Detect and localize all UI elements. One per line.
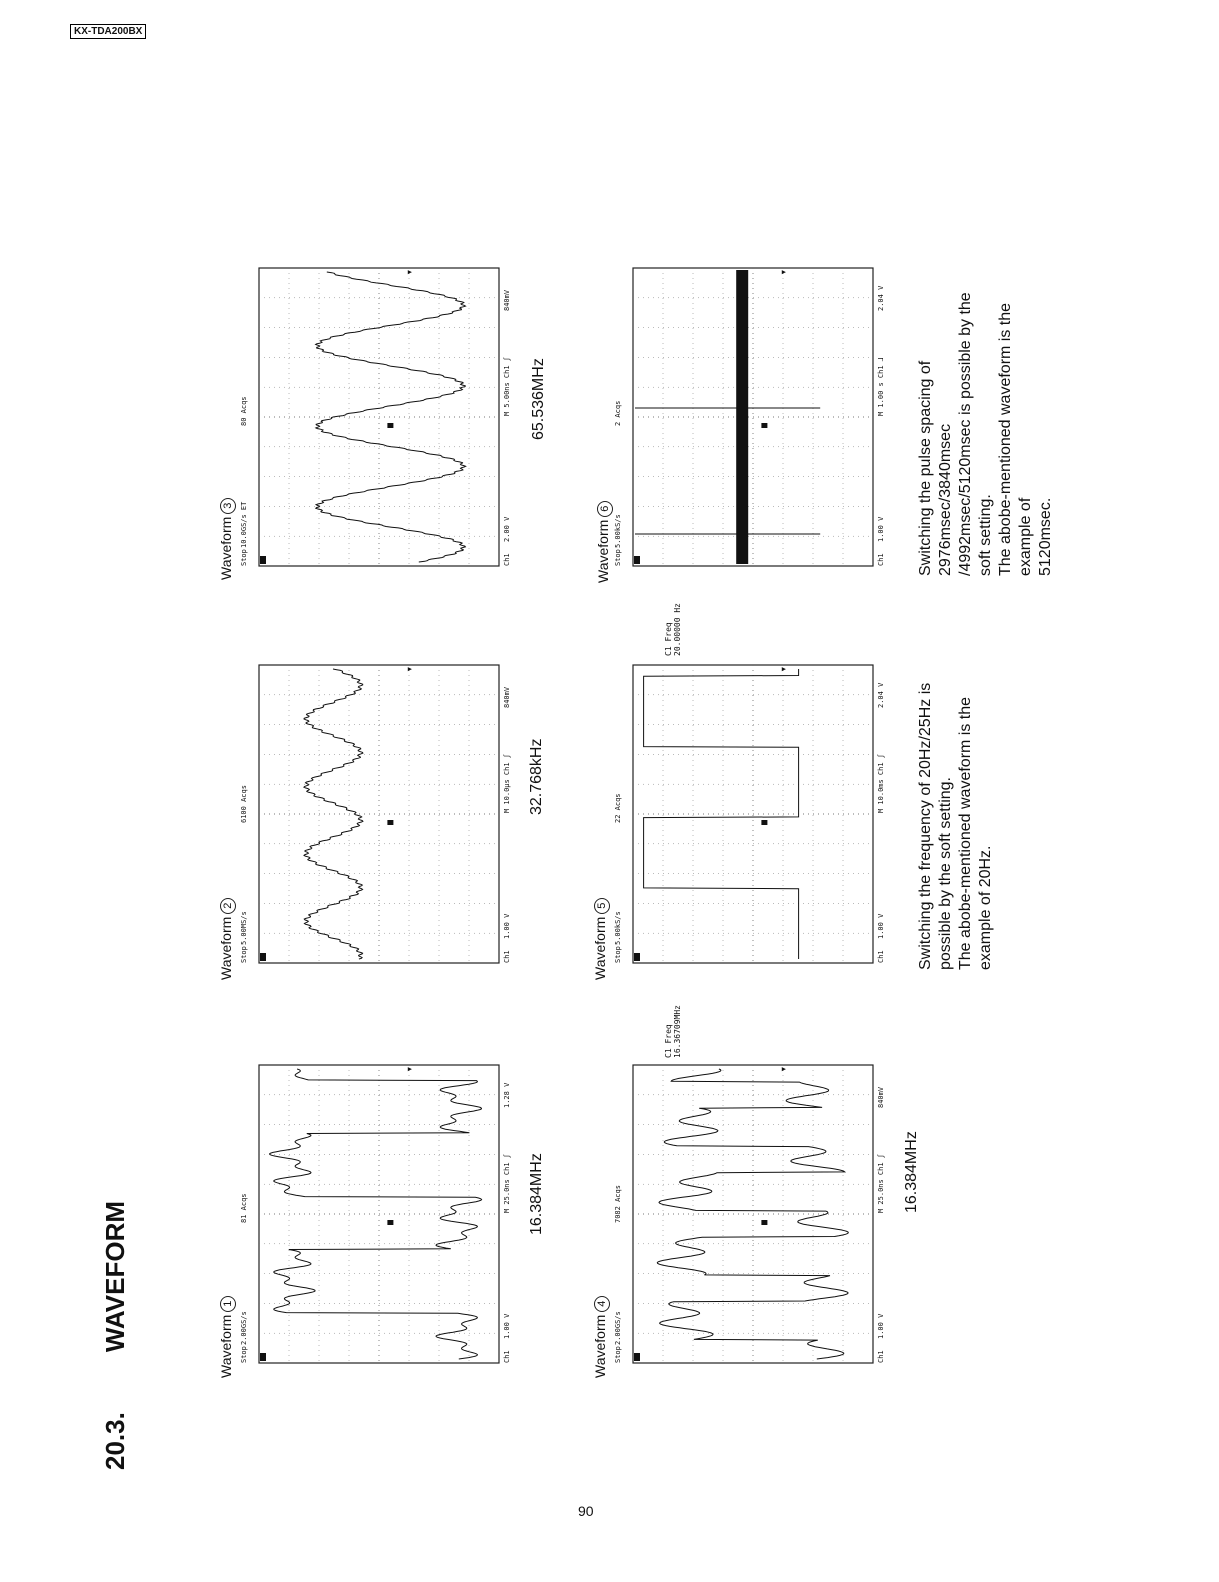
section-heading bbox=[100, 1201, 131, 1470]
acq-count: 80 Acqs bbox=[240, 396, 248, 426]
ground-marker bbox=[634, 556, 640, 564]
c1-freq-readout-5 bbox=[664, 603, 682, 656]
ground-marker bbox=[260, 1353, 266, 1361]
scope-readout bbox=[503, 686, 511, 963]
channel-label: Ch1 bbox=[877, 1350, 885, 1363]
freq-caption-1: 16.384MHz bbox=[528, 1153, 545, 1235]
scope-readout bbox=[503, 1082, 511, 1363]
waveform-2-label-text: Waveform bbox=[218, 916, 234, 980]
note-line: 5120msec. bbox=[1037, 497, 1054, 576]
note-line: example of 20Hz. bbox=[977, 845, 994, 970]
scope-grid bbox=[633, 268, 873, 566]
c1-freq-value: 20.00000 Hz bbox=[673, 603, 682, 656]
scope-screen-3 bbox=[234, 258, 524, 578]
scope-readout bbox=[877, 1086, 885, 1363]
waveform-3-number: 3 bbox=[220, 498, 236, 514]
timebase: M 5.00ns Ch1 ʃ bbox=[503, 356, 511, 416]
trigger-marker bbox=[761, 820, 767, 825]
section-title: WAVEFORM bbox=[100, 1200, 130, 1353]
waveform-5-number: 5 bbox=[594, 898, 610, 914]
run-status: Stop bbox=[240, 549, 248, 566]
waveform-4-number: 4 bbox=[594, 1296, 610, 1312]
scope-status-bar bbox=[240, 1193, 248, 1363]
trigger-level: 840mV bbox=[877, 1086, 885, 1108]
sample-rate: 5.00kS/s bbox=[614, 911, 622, 945]
run-status: Stop bbox=[614, 946, 622, 963]
waveform-trace bbox=[644, 669, 799, 959]
c1-freq-value: 16.36709MHz bbox=[673, 1005, 682, 1058]
sample-rate: 10.0GS/s ET bbox=[240, 501, 248, 548]
trigger-level: 2.04 V bbox=[877, 682, 885, 708]
trigger-arrow: ▶ bbox=[781, 1065, 787, 1073]
waveform-1-number: 1 bbox=[220, 1296, 236, 1312]
trigger-arrow: ▶ bbox=[407, 1065, 413, 1073]
trigger-arrow: ▶ bbox=[407, 665, 413, 673]
waveform-2-number: 2 bbox=[220, 898, 236, 914]
trigger-marker bbox=[387, 820, 393, 825]
note-frequency-switch bbox=[916, 683, 996, 970]
sample-rate: 5.00kS/s bbox=[614, 514, 622, 548]
scope-screen-5 bbox=[608, 655, 898, 975]
waveform-4-label-text: Waveform bbox=[592, 1314, 608, 1378]
scope-grid bbox=[633, 665, 873, 963]
scope-grid bbox=[259, 1065, 499, 1363]
trigger-level: 2.04 V bbox=[877, 285, 885, 311]
scope-grid bbox=[259, 268, 499, 566]
c1-freq-label: C1 Freq bbox=[664, 622, 673, 656]
channel-label: Ch1 bbox=[503, 950, 511, 963]
freq-caption-4: 16.384MHz bbox=[903, 1131, 920, 1213]
run-status: Stop bbox=[240, 946, 248, 963]
scope-status-bar bbox=[614, 793, 622, 963]
model-tag: KX-TDA200BX bbox=[70, 24, 146, 39]
acq-count: 81 Acqs bbox=[240, 1193, 248, 1223]
ground-marker bbox=[260, 953, 266, 961]
scope-readout bbox=[877, 285, 885, 566]
freq-caption-2: 32.768kHz bbox=[528, 738, 545, 815]
scope-readout bbox=[877, 682, 885, 963]
acq-count: 22 Acqs bbox=[614, 793, 622, 823]
waveform-1-label-text: Waveform bbox=[218, 1314, 234, 1378]
scope-status-bar bbox=[614, 1185, 622, 1363]
trigger-marker bbox=[761, 423, 767, 428]
volts-per-div: 1.00 V bbox=[503, 913, 511, 939]
acq-count: 2 Acqs bbox=[614, 400, 622, 426]
trigger-marker bbox=[761, 1220, 767, 1225]
note-line: The abobe-mentioned waveform is the bbox=[957, 696, 974, 970]
scope-grid bbox=[633, 1065, 873, 1363]
channel-label: Ch1 bbox=[503, 1350, 511, 1363]
scope-screen-1 bbox=[234, 1055, 524, 1375]
note-pulse-switch bbox=[916, 273, 1056, 576]
timebase: M 25.0ns Ch1 ʃ bbox=[877, 1153, 885, 1213]
scope-grid bbox=[259, 665, 499, 963]
timebase: M 10.0ms Ch1 ʃ bbox=[877, 753, 885, 813]
scope-status-bar bbox=[614, 401, 622, 566]
channel-label: Ch1 bbox=[503, 553, 511, 566]
scope-screen-4 bbox=[608, 1055, 898, 1375]
waveform-3-label-text: Waveform bbox=[218, 516, 234, 580]
note-line: /4992msec/5120msec is possible by the soft setting. bbox=[957, 292, 994, 576]
scope-screen-6 bbox=[608, 258, 898, 578]
channel-label: Ch1 bbox=[877, 950, 885, 963]
waveform-6-label-text: Waveform bbox=[595, 519, 611, 583]
timebase: M 1.00 s Ch1 ⅃ bbox=[877, 357, 885, 416]
c1-freq-label: C1 Freq bbox=[664, 1024, 673, 1058]
note-line: Switching the pulse spacing of 2976msec/3840msec bbox=[917, 360, 954, 576]
timebase: M 10.0μs Ch1 ʃ bbox=[503, 753, 511, 813]
scope-readout bbox=[503, 289, 511, 566]
freq-caption-3: 65.536MHz bbox=[530, 358, 547, 440]
timebase: M 25.0ns Ch1 ʃ bbox=[503, 1153, 511, 1213]
volts-per-div: 1.00 V bbox=[877, 1313, 885, 1339]
note-line: Switching the frequency of 20Hz/25Hz is bbox=[917, 682, 934, 970]
trigger-level: 840mV bbox=[503, 289, 511, 311]
trigger-arrow: ▶ bbox=[781, 268, 787, 276]
trigger-arrow: ▶ bbox=[781, 665, 787, 673]
volts-per-div: 1.00 V bbox=[877, 516, 885, 542]
trigger-marker bbox=[387, 423, 393, 428]
ground-marker bbox=[634, 953, 640, 961]
waveform-trace bbox=[304, 669, 363, 959]
volts-per-div: 2.00 V bbox=[503, 516, 511, 542]
trigger-arrow: ▶ bbox=[407, 268, 413, 276]
waveform-6-number: 6 bbox=[597, 501, 613, 517]
run-status: Stop bbox=[240, 1346, 248, 1363]
trigger-level: 840mV bbox=[503, 686, 511, 708]
scope-screen-2 bbox=[234, 655, 524, 975]
scope-status-bar bbox=[240, 785, 248, 963]
volts-per-div: 1.00 V bbox=[503, 1313, 511, 1339]
note-line: The abobe-mentioned waveform is the example of bbox=[997, 302, 1034, 576]
trigger-level: 1.28 V bbox=[503, 1082, 511, 1108]
acq-count: 7082 Acqs bbox=[614, 1185, 622, 1223]
run-status: Stop bbox=[614, 1346, 622, 1363]
run-status: Stop bbox=[614, 549, 622, 566]
volts-per-div: 1.00 V bbox=[877, 913, 885, 939]
scope-status-bar bbox=[240, 396, 248, 566]
ground-marker bbox=[260, 556, 266, 564]
acq-count: 6100 Acqs bbox=[240, 785, 248, 823]
page-number: 90 bbox=[578, 1503, 594, 1519]
ground-marker bbox=[634, 1353, 640, 1361]
sample-rate: 2.00GS/s bbox=[614, 1311, 622, 1345]
trigger-marker bbox=[387, 1220, 393, 1225]
sample-rate: 5.00MS/s bbox=[240, 911, 248, 945]
note-line: possible by the soft setting. bbox=[937, 777, 954, 970]
channel-label: Ch1 bbox=[877, 553, 885, 566]
c1-freq-readout-4 bbox=[664, 1005, 682, 1058]
waveform-5-label-text: Waveform bbox=[592, 916, 608, 980]
section-number: 20.3. bbox=[100, 1412, 130, 1470]
sample-rate: 2.00GS/s bbox=[240, 1311, 248, 1345]
noise-band bbox=[736, 270, 748, 564]
waveform-trace bbox=[316, 272, 466, 562]
